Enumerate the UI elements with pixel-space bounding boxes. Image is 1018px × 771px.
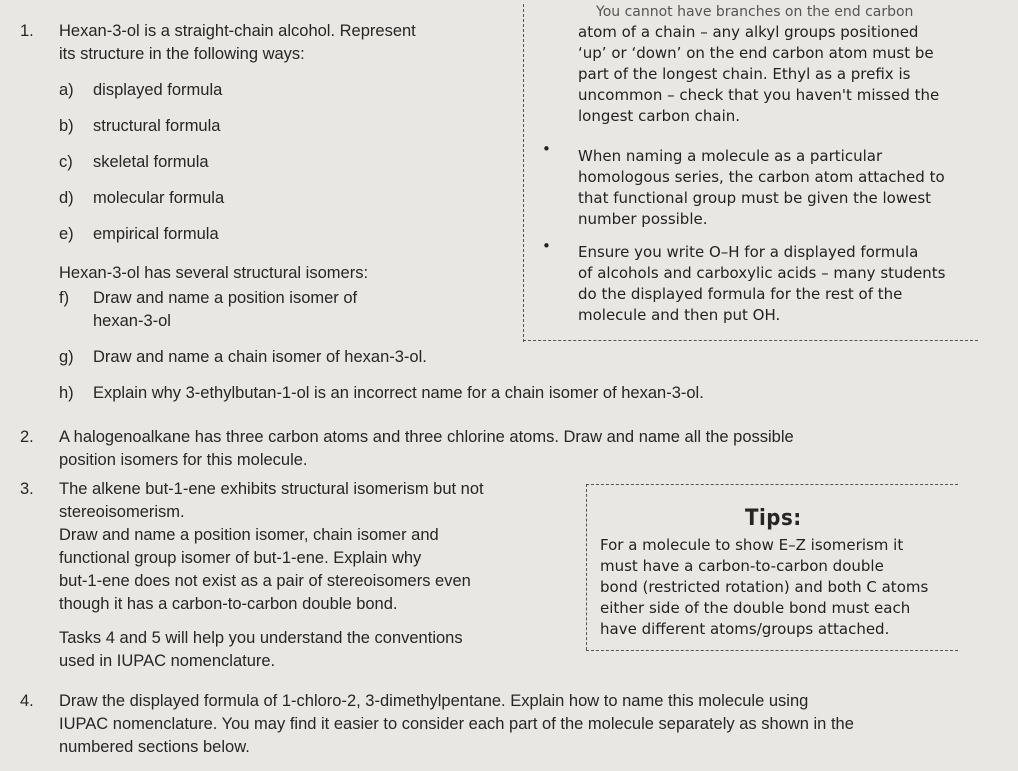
question-1-number: 1. [20, 22, 34, 40]
part-a-text: displayed formula [93, 81, 223, 99]
part-f-line-1: Draw and name a position isomer of [93, 289, 358, 307]
tips-box-left-border [586, 484, 587, 650]
part-b-label: b) [59, 117, 74, 135]
tip-line-4: part of the longest chain. Ethyl as a prefix is [578, 65, 911, 83]
part-d-label: d) [59, 189, 74, 207]
tips-box-line-4: either side of the double bond must each [600, 599, 911, 617]
tip-bullet-1-marker: • [542, 140, 551, 158]
isomers-intro: Hexan-3-ol has several structural isomers: [59, 264, 369, 282]
part-e-text: empirical formula [93, 225, 219, 243]
tip-bullet-2-line-3: do the displayed formula for the rest of the [578, 285, 903, 303]
tip-line-2: atom of a chain – any alkyl groups positioned [578, 23, 919, 41]
question-1-stem-line-1: Hexan-3-ol is a straight-chain alcohol. Represent [59, 22, 416, 40]
tips-box-line-1: For a molecule to show E–Z isomerism it [600, 536, 904, 554]
tip-bullet-2-line-4: molecule and then put OH. [578, 306, 781, 324]
question-2-line-1: A halogenoalkane has three carbon atoms and three chlorine atoms. Draw and name all the possible [59, 428, 794, 446]
tip-bullet-2-marker: • [542, 237, 551, 255]
part-g-text: Draw and name a chain isomer of hexan-3-ol. [93, 348, 427, 366]
tips-box-line-3: bond (restricted rotation) and both C atoms [600, 578, 929, 596]
part-b-text: structural formula [93, 117, 221, 135]
question-4-line-3: numbered sections below. [59, 738, 250, 756]
part-h-text: Explain why 3-ethylbutan-1-ol is an incorrect name for a chain isomer of hexan-3-ol. [93, 384, 704, 402]
part-g-label: g) [59, 348, 74, 366]
part-f-label: f) [59, 289, 70, 307]
part-d-text: molecular formula [93, 189, 225, 207]
question-3-number: 3. [20, 480, 34, 498]
question-3-line-1: The alkene but-1-ene exhibits structural isomerism but not [59, 480, 484, 498]
question-3-line-3: Draw and name a position isomer, chain isomer and [59, 526, 439, 544]
tip-bullet-2-line-2: of alcohols and carboxylic acids – many students [578, 264, 946, 282]
question-2-number: 2. [20, 428, 34, 446]
tip-line-5: uncommon – check that you haven't missed the [578, 86, 940, 104]
tips-box-line-5: have different atoms/groups attached. [600, 620, 890, 638]
tips-top-divider [523, 4, 524, 342]
question-3-line-6: though it has a carbon-to-carbon double bond. [59, 595, 398, 613]
tip-line-6: longest carbon chain. [578, 107, 741, 125]
question-1-stem-line-2: its structure in the following ways: [59, 45, 305, 63]
question-2-line-2: position isomers for this molecule. [59, 451, 308, 469]
tip-bullet-1-line-1: When naming a molecule as a particular [578, 147, 883, 165]
question-4-line-1: Draw the displayed formula of 1-chloro-2, 3-dimethylpentane. Explain how to name this molecule using [59, 692, 809, 710]
question-4-line-2: IUPAC nomenclature. You may find it easier to consider each part of the molecule separately as shown in the [59, 715, 854, 733]
question-3-line-2: stereoisomerism. [59, 503, 185, 521]
tasks-note-line-2: used in IUPAC nomenclature. [59, 652, 276, 670]
question-4-number: 4. [20, 692, 34, 710]
tips-box-title: Tips: [745, 506, 802, 531]
part-h-label: h) [59, 384, 74, 402]
tips-top-bottom-border [523, 340, 978, 341]
part-c-label: c) [59, 153, 73, 171]
question-3-line-4: functional group isomer of but-1-ene. Explain why [59, 549, 422, 567]
tips-box-top-border [586, 484, 958, 485]
part-a-label: a) [59, 81, 74, 99]
tip-bullet-2-line-1: Ensure you write O–H for a displayed formula [578, 243, 919, 261]
part-f-line-2: hexan-3-ol [93, 312, 171, 330]
tip-line-3: ‘up’ or ‘down’ on the end carbon atom must be [578, 44, 934, 62]
tip-bullet-1-line-3: that functional group must be given the lowest [578, 189, 932, 207]
tip-bullet-1-line-2: homologous series, the carbon atom attached to [578, 168, 945, 186]
question-3-line-5: but-1-ene does not exist as a pair of stereoisomers even [59, 572, 471, 590]
tip-line-1: You cannot have branches on the end carbon [596, 4, 914, 20]
tips-box-bottom-border [586, 650, 958, 651]
tips-box-line-2: must have a carbon-to-carbon double [600, 557, 884, 575]
part-e-label: e) [59, 225, 74, 243]
tasks-note-line-1: Tasks 4 and 5 will help you understand the conventions [59, 629, 463, 647]
part-c-text: skeletal formula [93, 153, 209, 171]
tip-bullet-1-line-4: number possible. [578, 210, 708, 228]
